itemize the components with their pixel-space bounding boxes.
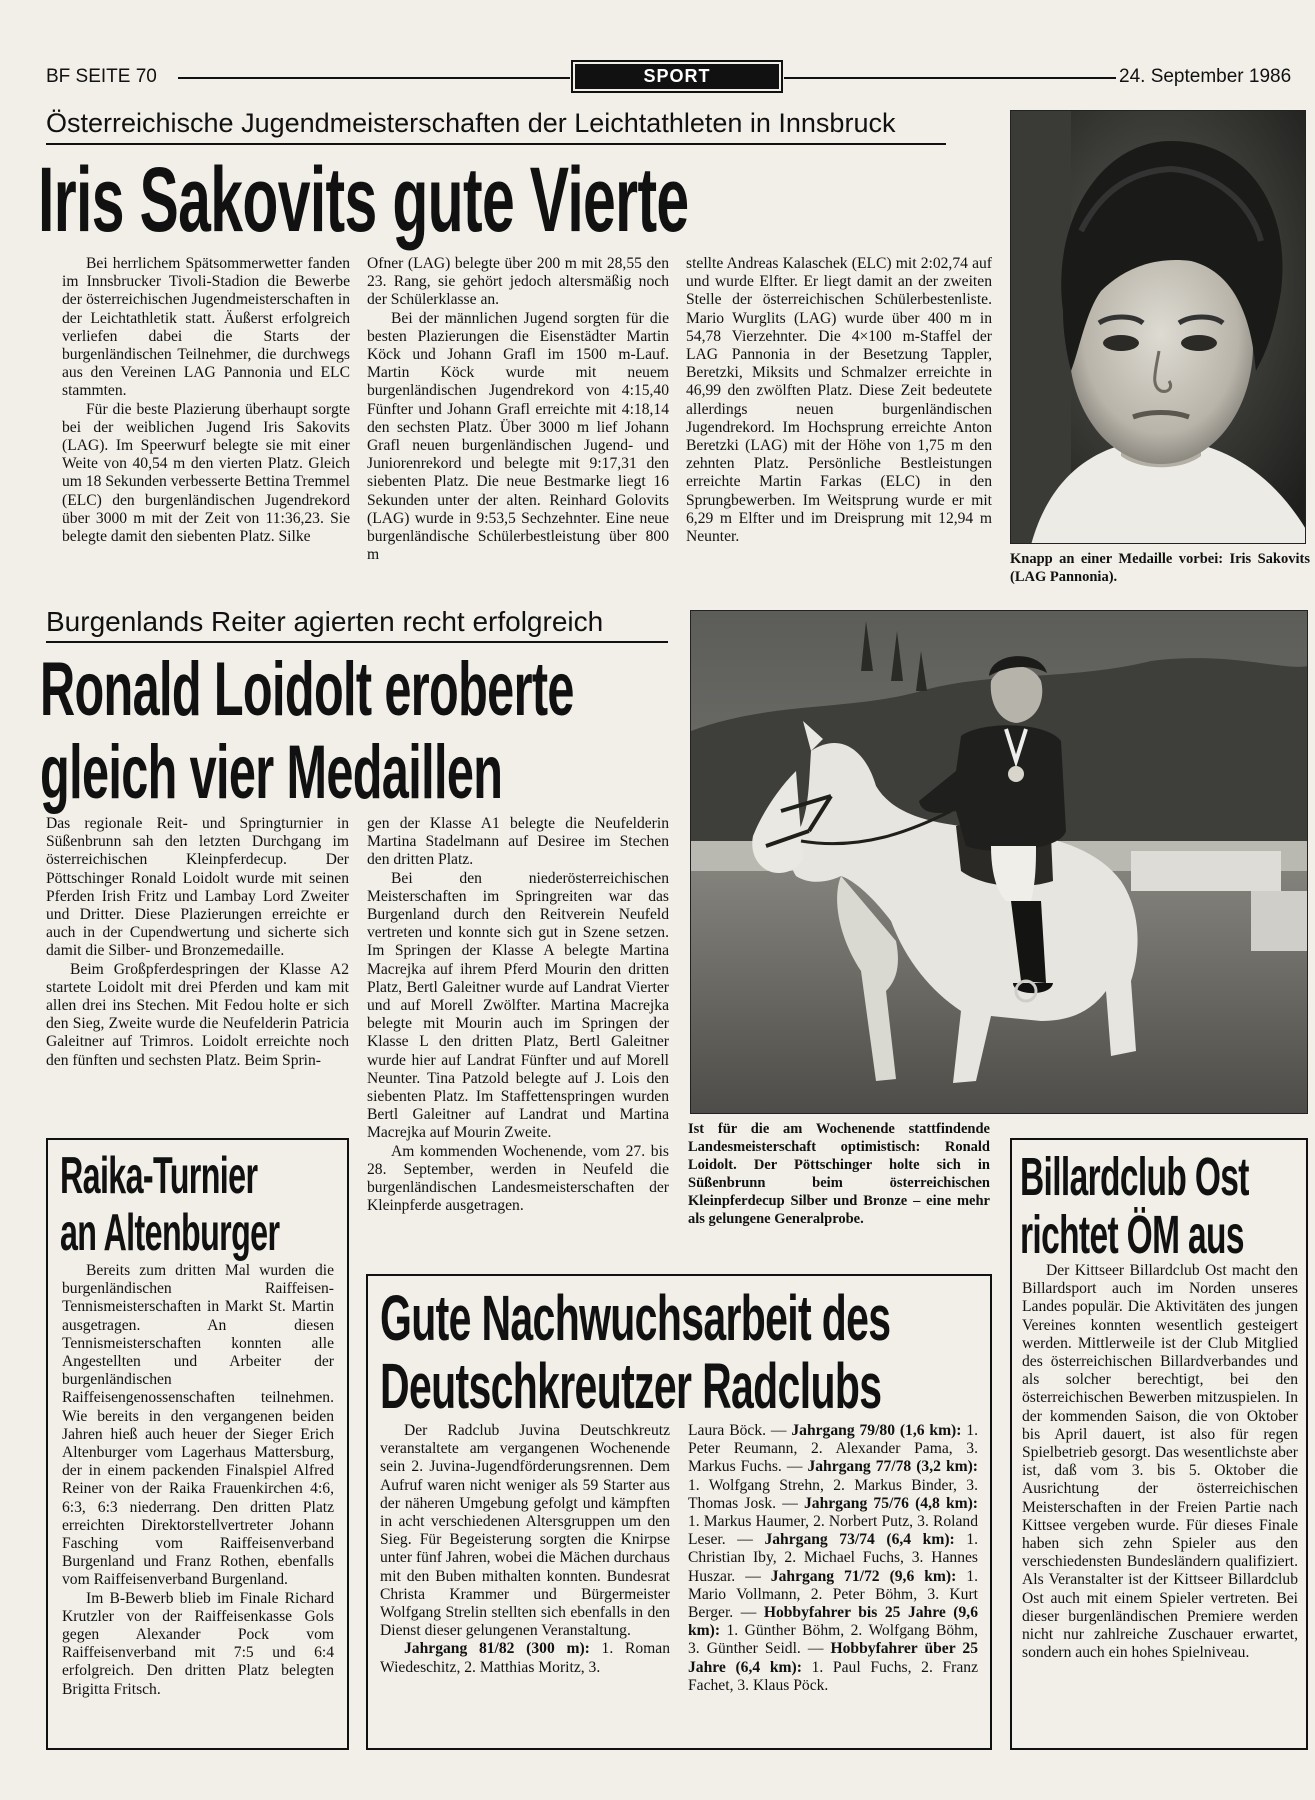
article1-kicker-rule (46, 143, 946, 145)
rider-caption: Ist für die am Wochenende stattfindende Landesmeisterschaft optimistisch: Ronald Loidolt. Der Pöttschinger holte sich in Süßenbrunn beim österreichischen Kleinpferdecup Silber und Bronze – eine mehr als gelungene Generalprobe. (688, 1121, 990, 1227)
radclub-result-text: 1. Markus Haumer, 2. Norbert Putz, 3. Roland Leser. — (688, 1513, 978, 1549)
article2-column-1 (46, 815, 349, 1070)
radclub-column-1 (380, 1422, 670, 1677)
article2-headline-line2: gleich vier Medaillen (40, 730, 503, 815)
rider-photo-image (691, 611, 1308, 1114)
article2-kicker-rule (46, 641, 668, 643)
billard-paragraph: Der Kittseer Billardclub Ost macht den Billardsport auch im Norden unseres Landes populär. Die Aktivitäten des jungen Vereines konnten wesentlich gesteigert werden. Mittlerweile ist der Club Mitglied des österreichischen Billardverbandes und als solcher berechtigt, bei den österreichischen Bewerben mitzuspielen. In der kommenden Saison, die von Oktober bis April dauert, ist also für regen Spielbetrieb gesorgt. Das wesentlichste aber ist, daß vom 3. bis 5. Oktober die Ausrichtung der österreichischen Meisterschaften in der Freien Partie nach Kittsee vergeben wurde. Für dieses Finale haben sich zehn Spieler aus den verschiedensten Bundesländern qualifiziert. Als Veranstalter ist der Kittseer Billardclub Ost auch mit einem Spieler vertreten. Bei dieser burgenländischen Premiere werden nicht nur zahlreiche Zuschauer erwartet, sondern auch ein hohes Spielniveau. (1022, 1262, 1298, 1662)
article1-paragraph: stellte Andreas Kalaschek (ELC) mit 2:02,74 auf und wurde Elfter. Er liegt damit an der zweiten Stelle der österreichischen Schülerbestenliste. Mario Wurglits (LAG) wurde über 400 m in 54,78 Vierzehnter. Die 4×100 m-Staffel der LAG Pannonia in der Besetzung Tappler, Beretzki, Miksits und Schmalzer erreichte in 46,99 den zwölften Platz. Diese Zeit bedeutete allerdings neuen burgenländischen Jugendrekord. Im Hochsprung erreichte Anton Beretzki (LAG) mit der Höhe von 1,75 m den zehnten Platz. Persönliche Bestleistungen erreichte Martin Farkas (ELC) in den Sprungbewerben. Im Weitsprung wurde er mit 6,29 m Elfter und im Dreisprung mit 12,94 m Neunter. (686, 255, 992, 546)
radclub-results-start (380, 1640, 670, 1676)
portrait-caption: Knapp an einer Medaille vorbei: Iris Sakovits (LAG Pannonia). (1010, 551, 1310, 585)
page-label: BF SEITE 70 (46, 66, 157, 87)
article2-headline-line1: Ronald Loidolt eroberte (40, 647, 574, 732)
article2-paragraph: Das regionale Reit- und Springturnier in Süßenbrunn sah den letzten Durchgang im österreichischen Kleinpferdecup. Der Pöttschinger Ronald Loidolt wurde mit seinen Pferden Irish Fritz und Lambay Lord Zweiter und Dritter. Diese Plazierungen erreichte er auch in der Cupendwertung und sicherte sich damit die Silber- und Bronzemedaille. (46, 815, 349, 960)
radclub-category-label: Jahrgang 71/72 (9,6 km): (770, 1567, 957, 1585)
radclub-result-text: Laura Böck. — (688, 1422, 792, 1439)
radclub-paragraph: Der Radclub Juvina Deutschkreutz veranstaltete am vergangenen Wochenende sein 2. Juvina-Jugendförderungsrennen. Dem Aufruf waren nicht weniger als 59 Starter aus der näheren Umgebung gefolgt und kämpften in acht verschiedenen Altersgruppen um den Sieg. Für Begeisterung sorgten die Knirpse unter fünf Jahren, wobei die Mächen durchaus mit den Buben mithalten konnten. Bundesrat Christa Krammer und Bürgermeister Wolfgang Strelin stellten sich ebenfalls in den Dienst dieser gelungenen Veranstaltung. (380, 1422, 670, 1640)
radclub-category-label: Jahrgang 73/74 (6,4 km): (764, 1531, 955, 1549)
portrait-photo-image (1011, 111, 1306, 544)
radclub-result-text: 1. Wolfgang Strehn, 2. Markus Binder, 3. Thomas Josk. — (688, 1476, 978, 1512)
portrait-photo (1010, 110, 1306, 544)
raika-paragraph: Im B-Bewerb blieb im Finale Richard Krutzler von der Raiffeisenkasse Gols gegen Alexander Pock vom Raiffeisenverband mit 7:5 und 6:4 erfolgreich. Den dritten Platz belegten Brigitta Fritsch. (62, 1589, 334, 1698)
article2-paragraph: Beim Großpferdespringen der Klasse A2 startete Loidolt mit drei Pferden und kam mit allen drei ins Stechen. Mit Fedou holte er sich den Sieg, Zweite wurde die Neufelderin Patricia Galeitner auf Trimros. Loidolt erreichte noch den fünften und sechsten Platz. Beim Sprin- (46, 960, 349, 1069)
raika-headline-line2: an Altenburger (60, 1204, 280, 1262)
radclub-column-2 (688, 1422, 978, 1695)
radclub-results (688, 1422, 978, 1695)
billard-headline-line1: Billardclub Ost (1020, 1147, 1249, 1207)
article1-paragraph: Für die beste Plazierung überhaupt sorgte bei der weiblichen Jugend Iris Sakovits (LAG). Im Speerwurf belegte sie mit einer Weite von 40,54 m den vierten Platz. Gleich um 18 Sekunden verbesserte Bettina Tremmel (ELC) den burgenländischen Jugendrekord über 3000 m mit der Zeit von 11:36,23. Sie belegte damit den siebenten Platz. Silke (62, 400, 351, 546)
radclub-headline-line2: Deutschkreutzer Radclubs (380, 1350, 882, 1422)
radclub-result-text: 1. Peter Reumann, 2. Alexander Pama, 3. Markus Fuchs. — (688, 1422, 979, 1476)
billard-headline-line2: richtet ÖM aus (1020, 1205, 1244, 1265)
article2-paragraph: Bei den niederösterreichischen Meisterschaften im Springreiten war das Burgenland durch den Reitverein Neufeld vertreten und konnte sich gut in Szene setzen. Im Springen der Klasse A belegte Martina Macrejka auf ihrem Pferd Mourin den dritten Platz, Bertl Galeitner wurde auf Landrat Vierter und auf Morell Zwölfter. Martina Macrejka belegte mit Mourin auch im Springen der Klasse L den dritten Platz, Bertl Galeitner wurde hier auf Landrat Fünfter und auf Morell Neunter. Tina Patzold belegte auf J. Lois den siebenten Platz. Im Staffettenspringen wurden Bertl Galeitner auf Landrat und Martina Macrejka auf Mourin Zweite. (367, 869, 669, 1142)
radclub-result-text: 1. Günther Böhm, 2. Wolfgang Böhm, 3. Günther Seidl. — (688, 1622, 978, 1658)
billard-body (1022, 1262, 1298, 1662)
radclub-result-text: 1. Paul Fuchs, 2. Franz Fachet, 3. Klaus Pöck. (688, 1658, 979, 1694)
article1-paragraph: Bei der männlichen Jugend sorgten für die besten Plazierungen die Eisenstädter Martin Köck und Johann Grafl im 1500 m-Lauf. Martin Köck wurde mit neuem burgenländischen Jugendrekord von 4:15,40 Fünfter und Johann Grafl erreichte mit 4:18,14 den sechsten Platz. Über 3000 m lief Johann Grafl neuen burgenländischen Jugend- und Juniorenrekord und belegte mit 9:17,31 den siebenten Platz. Die neue Bestmarke liegt 16 Sekunden unter der alten. Reinhard Golovits (LAG) wurde in 9:53,5 Sechzehnter. Eine neue burgenländische Schülerbestleistung über 800 m (367, 309, 669, 564)
article1-column-2 (367, 255, 669, 564)
radclub-category-label: Hobbyfahrer über 25 Jahre (6,4 km): (688, 1640, 979, 1676)
article1-column-1 (62, 255, 350, 546)
article1-column-3 (686, 255, 992, 546)
radclub-category-label: Jahrgang 79/80 (1,6 km): (791, 1422, 962, 1439)
article1-headline: Iris Sakovits gute Vierte (38, 149, 689, 251)
radclub-result-text: 1. Christian Iby, 2. Michael Fuchs, 3. Hannes Huszar. — (688, 1531, 979, 1585)
raika-paragraph: Bereits zum dritten Mal wurden die burgenländischen Raiffeisen-Tennismeisterschaften in Markt St. Martin ausgetragen. An diesen Tennismeisterschaften konnten alle Angestellten und Arbeiter der burgenländischen Raiffeisengenossenschaften teilnehmen. Wie bereits in den vergangenen beiden Jahren hieß auch heuer der Sieger Erich Altenburger vom Lagerhaus Mattersburg, der in einem packenden Finalspiel Alfred Reiner von der Raika Frauenkirchen 4:6, 6:3, 6:3 niederrang. Den dritten Platz erreichten Direktorstellvertreter Johann Fasching vom Raiffeisenverband Burgenland und Franz Rothen, ebenfalls vom Raiffeisenverband Burgenland. (62, 1262, 334, 1589)
radclub-result-text: 1. Roman Wiedeschitz, 2. Matthias Moritz, 3. (380, 1640, 670, 1676)
article1-paragraph: Ofner (LAG) belegte über 200 m mit 28,55 den 23. Rang, sie gehört jedoch altersmäßig noch der Schülerklasse an. (367, 255, 669, 309)
rider-photo (690, 610, 1308, 1114)
radclub-result-text: 1. Mario Vollmann, 2. Peter Böhm, 3. Kurt Berger. — (688, 1567, 979, 1622)
page-date: 24. September 1986 (1119, 66, 1292, 87)
raika-headline-line1: Raika-Turnier (60, 1147, 258, 1205)
section-label: SPORT (575, 64, 779, 89)
radclub-result-label: Jahrgang 81/82 (300 m): (404, 1640, 590, 1658)
article1-kicker: Österreichische Jugendmeisterschaften der Leichtathleten in Innsbruck (46, 108, 896, 138)
article2-column-2 (367, 815, 669, 1215)
header-rule-left (178, 77, 570, 79)
section-badge (571, 60, 783, 93)
article2-paragraph: Am kommenden Wochenende, vom 27. bis 28. September, werden in Neufeld die burgenländischen Landesmeisterschaften der Kleinpferde ausgetragen. (367, 1142, 669, 1215)
header-rule-right (784, 77, 1116, 79)
radclub-category-label: Jahrgang 75/76 (4,8 km): (803, 1494, 979, 1512)
radclub-headline-line1: Gute Nachwuchsarbeit des (380, 1282, 891, 1354)
article2-paragraph: gen der Klasse A1 belegte die Neufelderin Martina Stadelmann auf Desiree im Stechen den dritten Platz. (367, 815, 669, 869)
radclub-category-label: Jahrgang 77/78 (3,2 km): (807, 1458, 978, 1476)
article2-kicker: Burgenlands Reiter agierten recht erfolgreich (46, 606, 604, 637)
raika-body (62, 1262, 334, 1699)
article1-paragraph: Bei herrlichem Spätsommerwetter fanden im Innsbrucker Tivoli-Stadion die Bewerbe der österreichischen Jugendmeisterschaften in der Leichtathletik statt. Äußerst erfolgreich verliefen dabei die Starts der burgenländischen Teilnehmer, die durchwegs aus den Vereinen LAG Pannonia und ELC stammten. (62, 255, 350, 400)
radclub-category-label: Hobbyfahrer bis 25 Jahre (9,6 km): (688, 1604, 978, 1640)
